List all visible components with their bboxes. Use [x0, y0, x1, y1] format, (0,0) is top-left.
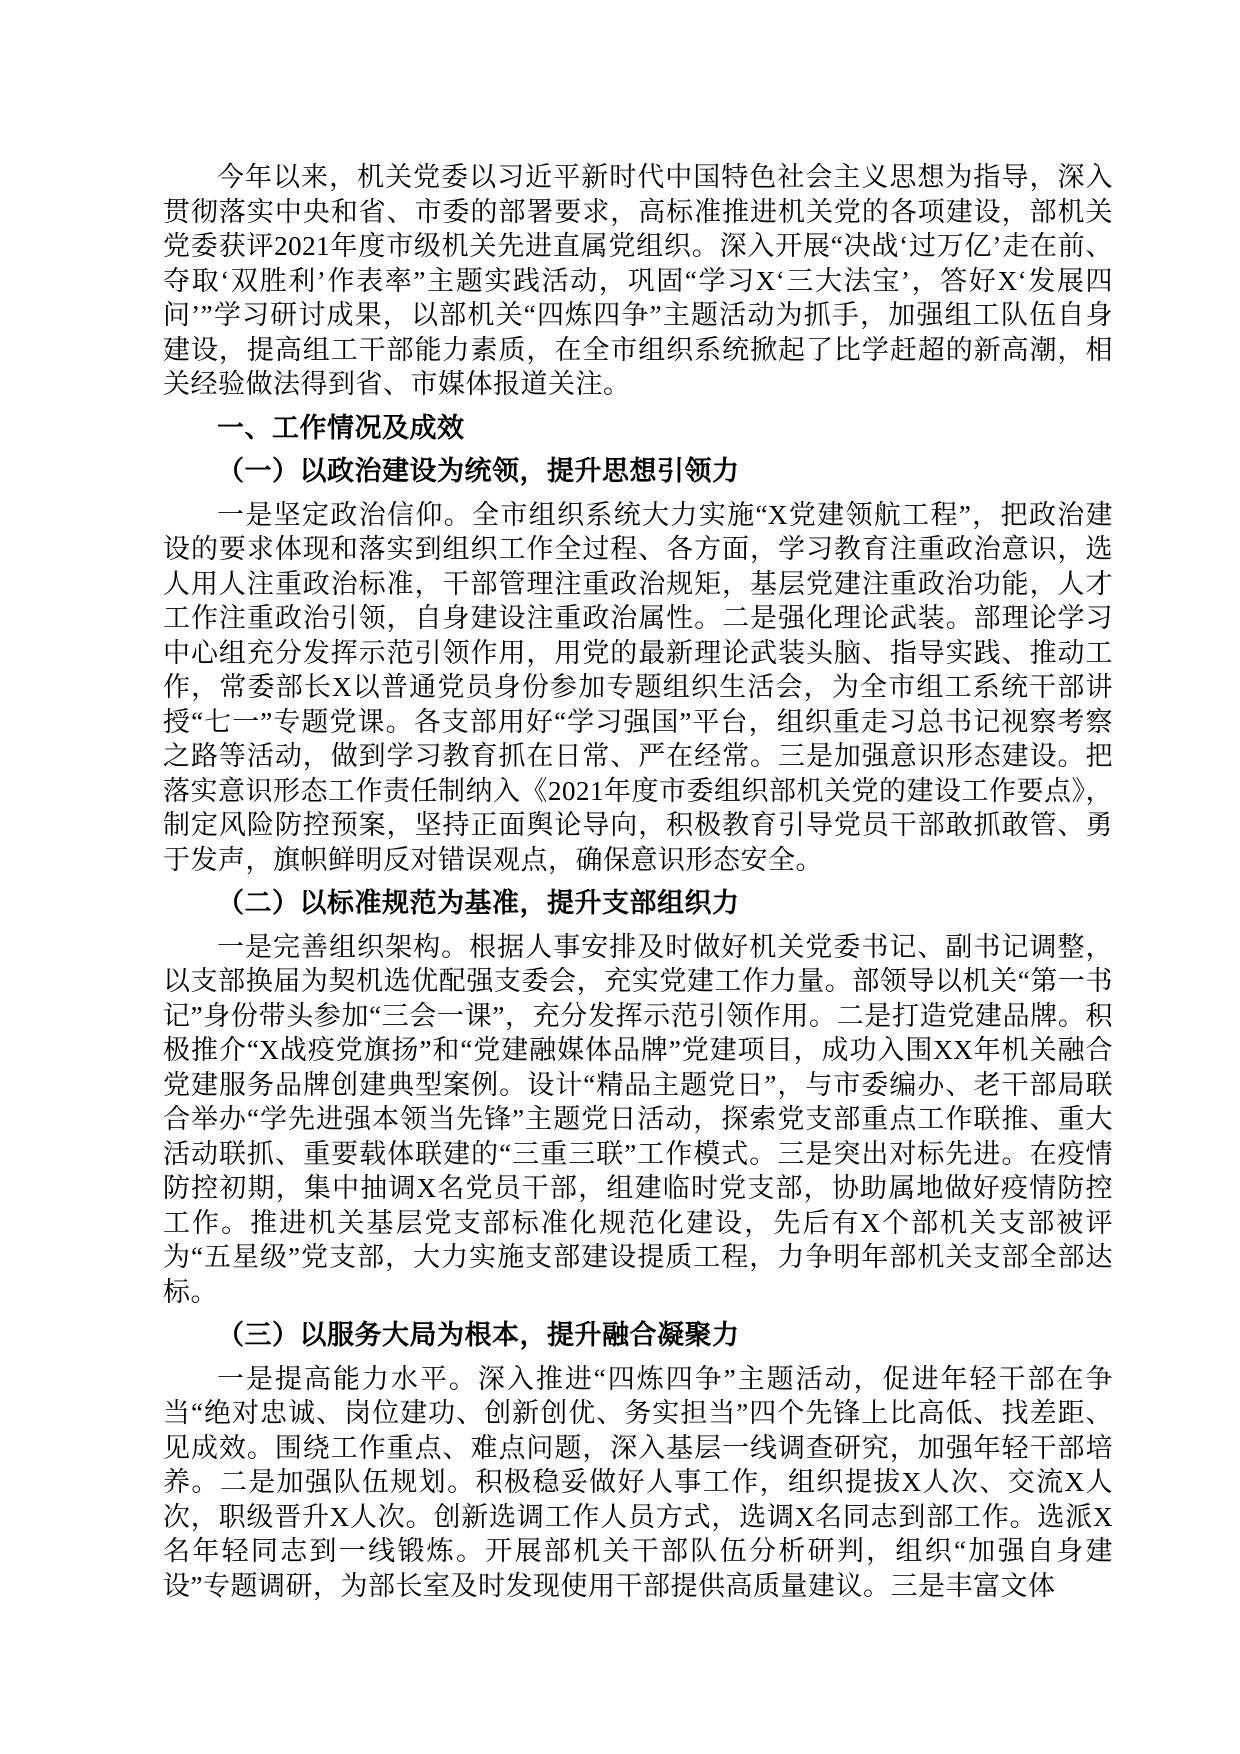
subsection-1-3-heading: （三）以服务大局为根本，提升融合凝聚力	[217, 1320, 740, 1350]
subsection-1-2-paragraph: 一是完善组织架构。根据人事安排及时做好机关党委书记、副书记调整，以支部换届为契机选优配强支委会，充实党建工作力量。部领导以机关“第一书记”身份带头参加“三会一课”，充分发挥示范引领作用。二是打造党建品牌。积极推介“X战疫党旗扬”和“党建融媒体品牌”党建项目，成功入围XX年机关融合党建服务品牌创建典型案例。设计“精品主题党日”，与市委编办、老干部局联合举办“学先进强本领当先锋”主题党日活动，探索党支部重点工作联推、重大活动联抓、重要载体联建的“三重三联”工作模式。三是突出对标先进。在疫情防控初期，集中抽调X名党员干部，组建临时党支部，协助属地做好疫情防控工作。推进机关基层党支部标准化规范化建设，先后有X个部机关支部被评为“五星级”党支部，大力实施支部建设提质工程，力争明年部机关支部全部达标。	[163, 931, 1113, 1307]
subsection-1-1-heading: （一）以政治建设为统领，提升思想引领力	[217, 456, 740, 486]
section-1-heading: 一、工作情况及成效	[217, 412, 465, 443]
subsection-1-3-paragraph: 一是提高能力水平。深入推进“四炼四争”主题活动，促进年轻干部在争当“绝对忠诚、岗位建功、创新创优、务实担当”四个先锋上比高低、找差距、见成效。围绕工作重点、难点问题，深入基层一线调查研究，加强年轻干部培养。二是加强队伍规划。积极稳妥做好人事工作，组织提拔X人次、交流X人次，职级晋升X人次。创新选调工作人员方式，选调X名同志到部工作。选派X名年轻同志到一线锻炼。开展部机关干部队伍分析研判，组织“加强自身建设”专题调研，为部长室及时发现使用干部提供高质量建议。三是丰富文体	[163, 1363, 1113, 1601]
subsection-1-1-paragraph: 一是坚定政治信仰。全市组织系统大力实施“X党建领航工程”，把政治建设的要求体现和落实到组织工作全过程、各方面，学习教育注重政治意识，选人用人注重政治标准，干部管理注重政治规矩，基层党建注重政治功能，人才工作注重政治引领，自身建设注重政治属性。二是强化理论武装。部理论学习中心组充分发挥示范引领作用，用党的最新理论武装头脑、指导实践、推动工作，常委部长X以普通党员身份参加专题组织生活会，为全市组工系统干部讲授“七一”专题党课。各支部用好“学习强国”平台，组织重走习总书记视察考察之路等活动，做到学习教育抓在日常、严在经常。三是加强意识形态建设。把落实意识形态工作责任制纳入《2021年度市委组织部机关党的建设工作要点》，制定风险防控预案，坚持正面舆论导向，积极教育引导党员干部敢抓敢管、勇于发声，旗帜鲜明反对错误观点，确保意识形态安全。	[163, 499, 1113, 875]
intro-paragraph: 今年以来，机关党委以习近平新时代中国特色社会主义思想为指导，深入贯彻落实中央和省、市委的部署要求，高标准推进机关党的各项建设，部机关党委获评2021年度市级机关先进直属党组织。深入开展“决战‘过万亿’走在前、夺取‘双胜利’作表率”主题实践活动，巩固“学习X‘三大法宝’，答好X‘发展四问’”学习研讨成果，以部机关“四炼四争”主题活动为抓手，加强组工队伍自身建设，提高组工干部能力素质，在全市组织系统掀起了比学赶超的新高潮，相关经验做法得到省、市媒体报道关注。	[163, 162, 1113, 399]
subsection-1-2-heading: （二）以标准规范为基准，提升支部组织力	[217, 888, 740, 918]
